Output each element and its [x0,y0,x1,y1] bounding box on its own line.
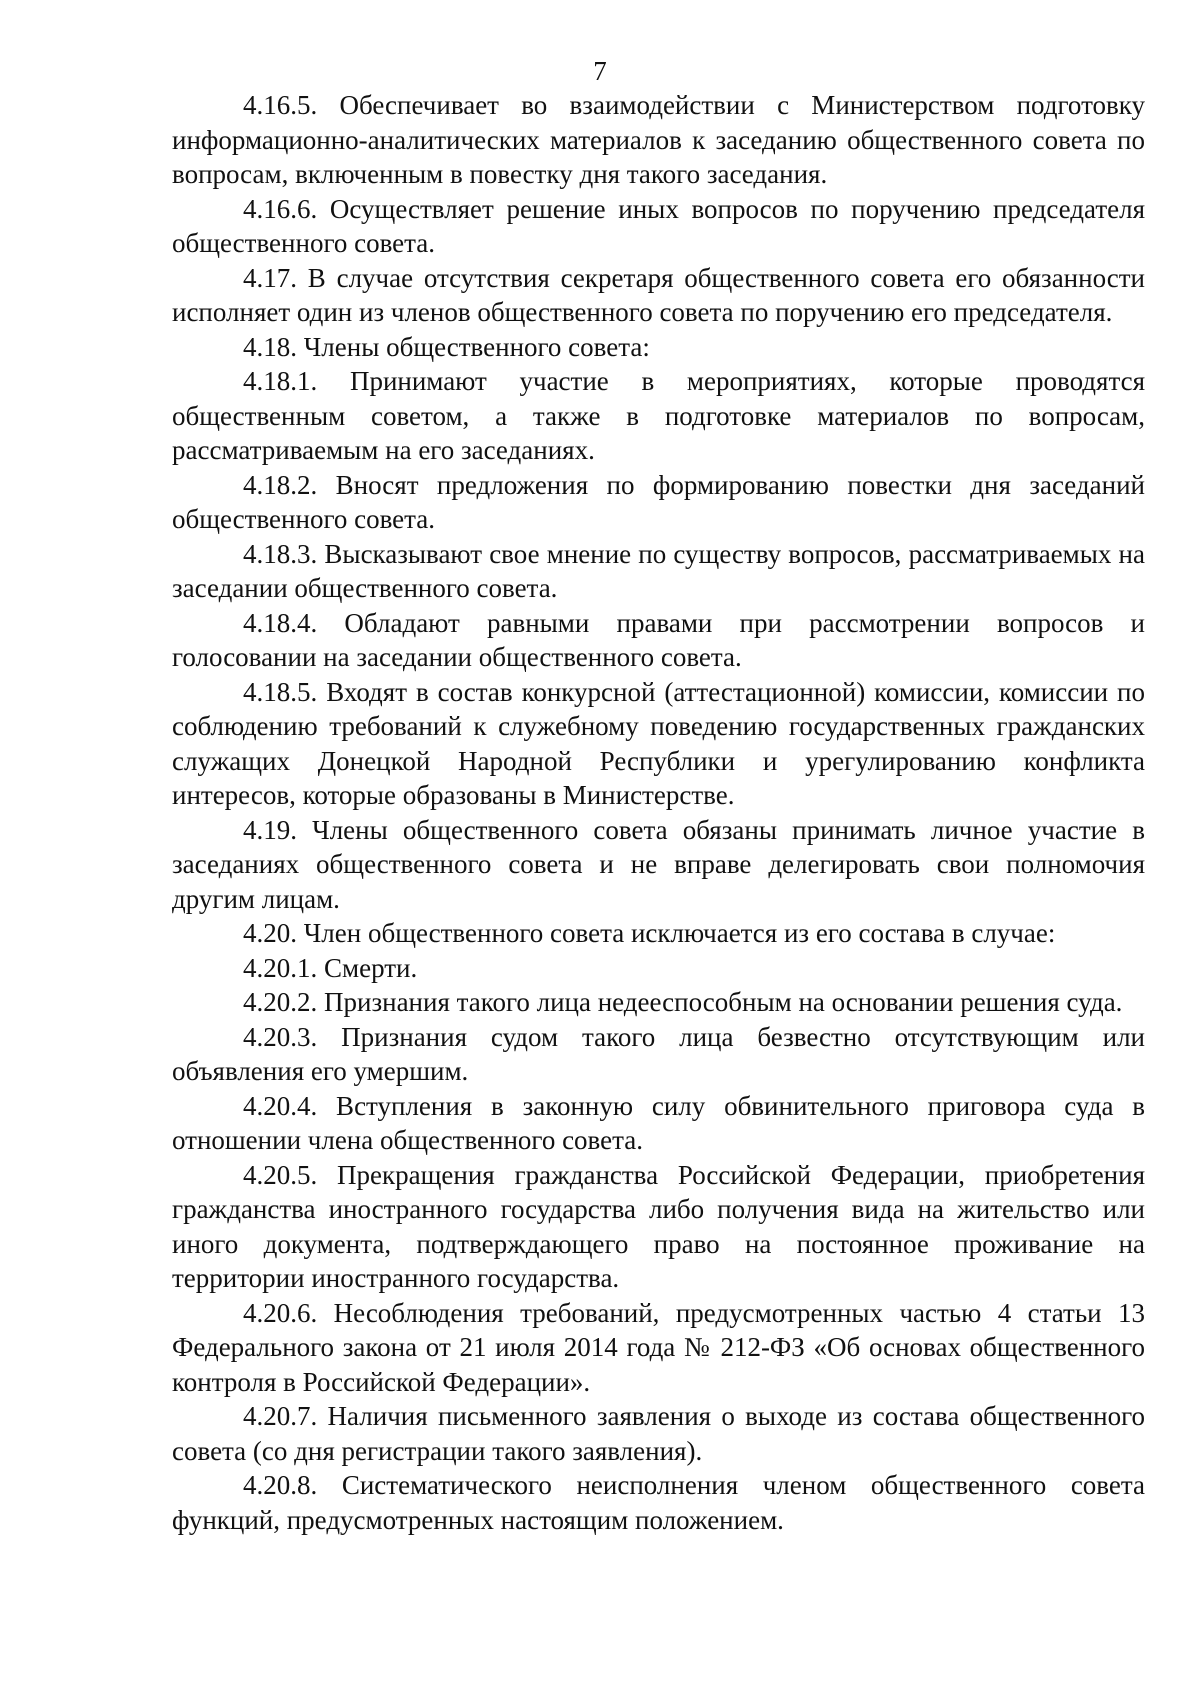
paragraph-4-18-2: 4.18.2. Вносят предложения по формированию повестки дня заседаний общественного совета. [172,469,1145,534]
paragraph-4-18-5: 4.18.5. Входят в состав конкурсной (аттестационной) комиссии, комиссии по соблюдению требований к служебному поведению государственных гражданских служащих Донецкой Народной Республики и урегулированию конфликта интересов, которые образованы в Министерстве. [172,676,1145,810]
paragraph-4-20-1: 4.20.1. Смерти. [243,952,418,983]
paragraph-4-18-1: 4.18.1. Принимают участие в мероприятиях, которые проводятся общественным советом, а также в подготовке материалов по вопросам, рассматриваемым на его заседаниях. [172,366,1145,465]
paragraph-4-16-6: 4.16.6. Осуществляет решение иных вопросов по поручению председателя общественного совета. [172,193,1145,258]
paragraph-4-20-3: 4.20.3. Признания судом такого лица безвестно отсутствующим или объявления его умершим. [172,1021,1145,1086]
paragraph-4-20-6: 4.20.6. Несоблюдения требований, предусмотренных частью 4 статьи 13 Федерального закона от 21 июля 2014 года № 212-ФЗ «Об основах общественного контроля в Российской Федерации». [172,1297,1145,1397]
paragraph-4-20-2: 4.20.2. Признания такого лица недееспособным на основании решения суда. [243,987,1123,1017]
paragraph-4-20-5: 4.20.5. Прекращения гражданства Российской Федерации, приобретения гражданства иностранного государства либо получения вида на жительство или иного документа, подтверждающего право на постоянное проживание на территории иностранного государства. [172,1159,1145,1293]
paragraph-4-20: 4.20. Член общественного совета исключается из его состава в случае: [243,918,1056,948]
paragraph-4-20-7: 4.20.7. Наличия письменного заявления о выходе из состава общественного совета (со дня регистрации такого заявления). [172,1401,1145,1466]
paragraph-4-18-3: 4.18.3. Высказывают свое мнение по существу вопросов, рассматриваемых на заседании общественного совета. [172,538,1145,603]
page-number: 7 [593,56,607,86]
paragraph-4-16-5: 4.16.5. Обеспечивает во взаимодействии с Министерством подготовку информационно-аналитических материалов к заседанию общественного совета по вопросам, включенным в повестку дня такого заседания. [172,90,1145,189]
paragraph-4-19: 4.19. Члены общественного совета обязаны принимать личное участие в заседаниях общественного совета и не вправе делегировать свои полномочия другим лицам. [172,814,1145,914]
paragraph-4-18-4: 4.18.4. Обладают равными правами при рассмотрении вопросов и голосовании на заседании общественного совета. [172,607,1145,672]
paragraph-4-17: 4.17. В случае отсутствия секретаря общественного совета его обязанности исполняет один из членов общественного совета по поручению его председателя. [172,262,1145,327]
paragraph-4-18: 4.18. Члены общественного совета: [243,331,650,362]
paragraph-4-20-4: 4.20.4. Вступления в законную силу обвинительного приговора суда в отношении члена общественного совета. [172,1090,1145,1155]
document-body [172,88,1145,1537]
paragraph-4-20-8: 4.20.8. Систематического неисполнения членом общественного совета функций, предусмотренных настоящим положением. [172,1470,1145,1535]
